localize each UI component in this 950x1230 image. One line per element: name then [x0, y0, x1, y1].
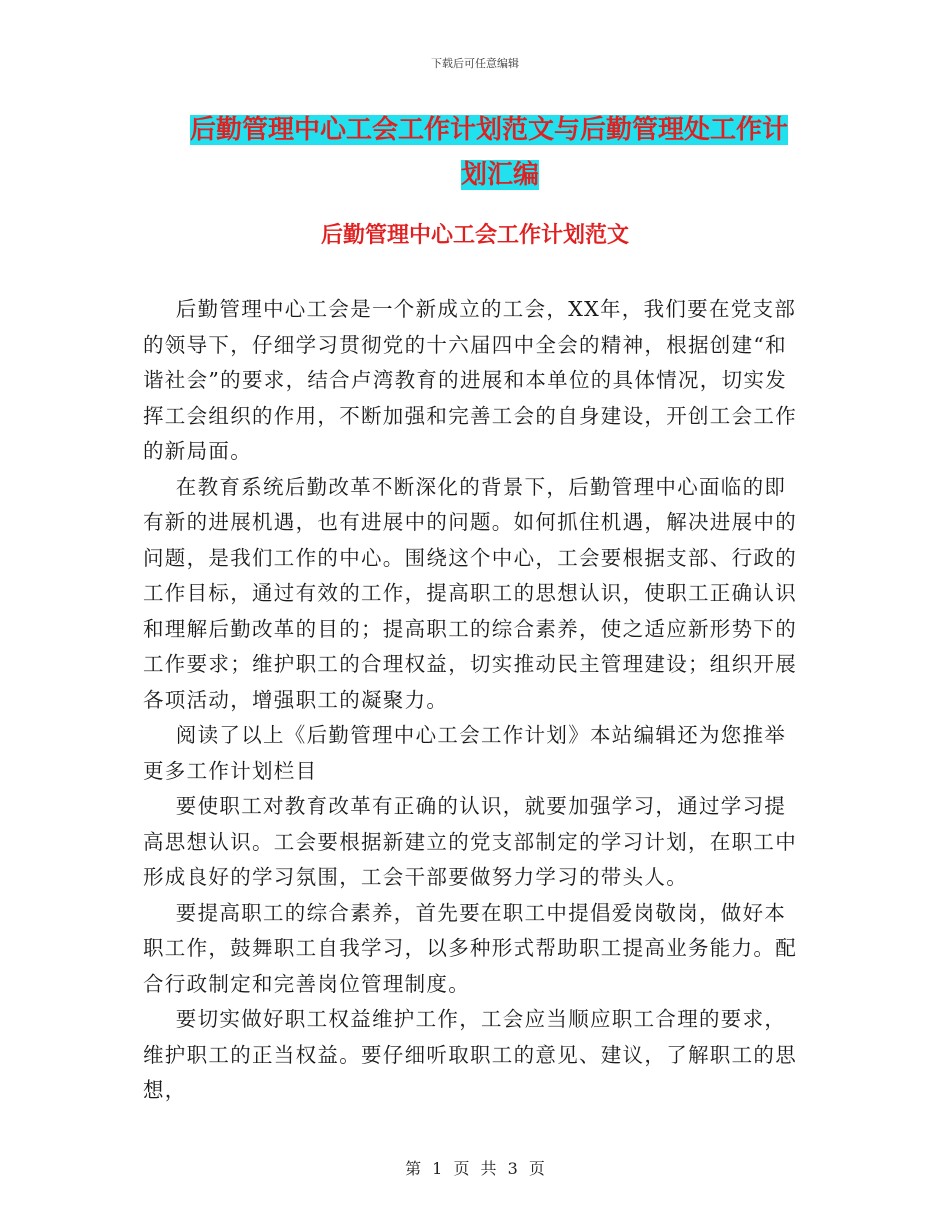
section-heading: 后勤管理中心工会工作计划范文	[320, 223, 629, 248]
paragraph: 在教育系统后勤改革不断深化的背景下，后勤管理中心面临的即有新的进展机遇，也有进展中的问题。如何抓住机遇，解决进展中的问题，是我们工作的中心。围绕这个中心，工会要根据支部、行政的工作目标，通过有效的工作，提高职工的思想认识，使职工正确认识和理解后勤改革的目的；提高职工的综合素养，使之适应新形势下的工作要求；维护职工的合理权益，切实推动民主管理建设；组织开展各项活动，增强职工的凝聚力。	[143, 474, 797, 712]
body-text	[143, 292, 807, 1109]
title-line-2-text: 划汇编	[460, 160, 539, 190]
title-line-1	[190, 108, 810, 153]
title-line-2	[190, 153, 810, 198]
paragraph: 要使职工对教育改革有正确的认识，就要加强学习，通过学习提高思想认识。工会要根据新建立的党支部制定的学习计划，在职工中形成良好的学习氛围，工会干部要做努力学习的带头人。	[143, 794, 797, 889]
paragraph: 要切实做好职工权益维护工作，工会应当顺应职工合理的要求，维护职工的正当权益。要仔细听取职工的意见、建议，了解职工的思想，	[143, 1007, 797, 1102]
paragraph: 阅读了以上《后勤管理中心工会工作计划》本站编辑还为您推举更多工作计划栏目	[143, 723, 787, 783]
page-number: 第 1 页 共 3 页	[405, 1159, 545, 1178]
header-note: 下载后可任意编辑	[431, 57, 519, 70]
document-title	[190, 108, 810, 198]
title-line-1-text: 后勤管理中心工会工作计划范文与后勤管理处工作计	[190, 115, 789, 145]
paragraph: 后勤管理中心工会是一个新成立的工会，XX年，我们要在党支部的领导下，仔细学习贯彻党的十六届四中全会的精神，根据创建“和谐社会”的要求，结合卢湾教育的进展和本单位的具体情况，切实发挥工会组织的作用，不断加强和完善工会的自身建设，开创工会工作的新局面。	[143, 297, 797, 463]
paragraph: 要提高职工的综合素养，首先要在职工中提倡爱岗敬岗，做好本职工作，鼓舞职工自我学习，以多种形式帮助职工提高业务能力。配合行政制定和完善岗位管理制度。	[143, 900, 797, 996]
